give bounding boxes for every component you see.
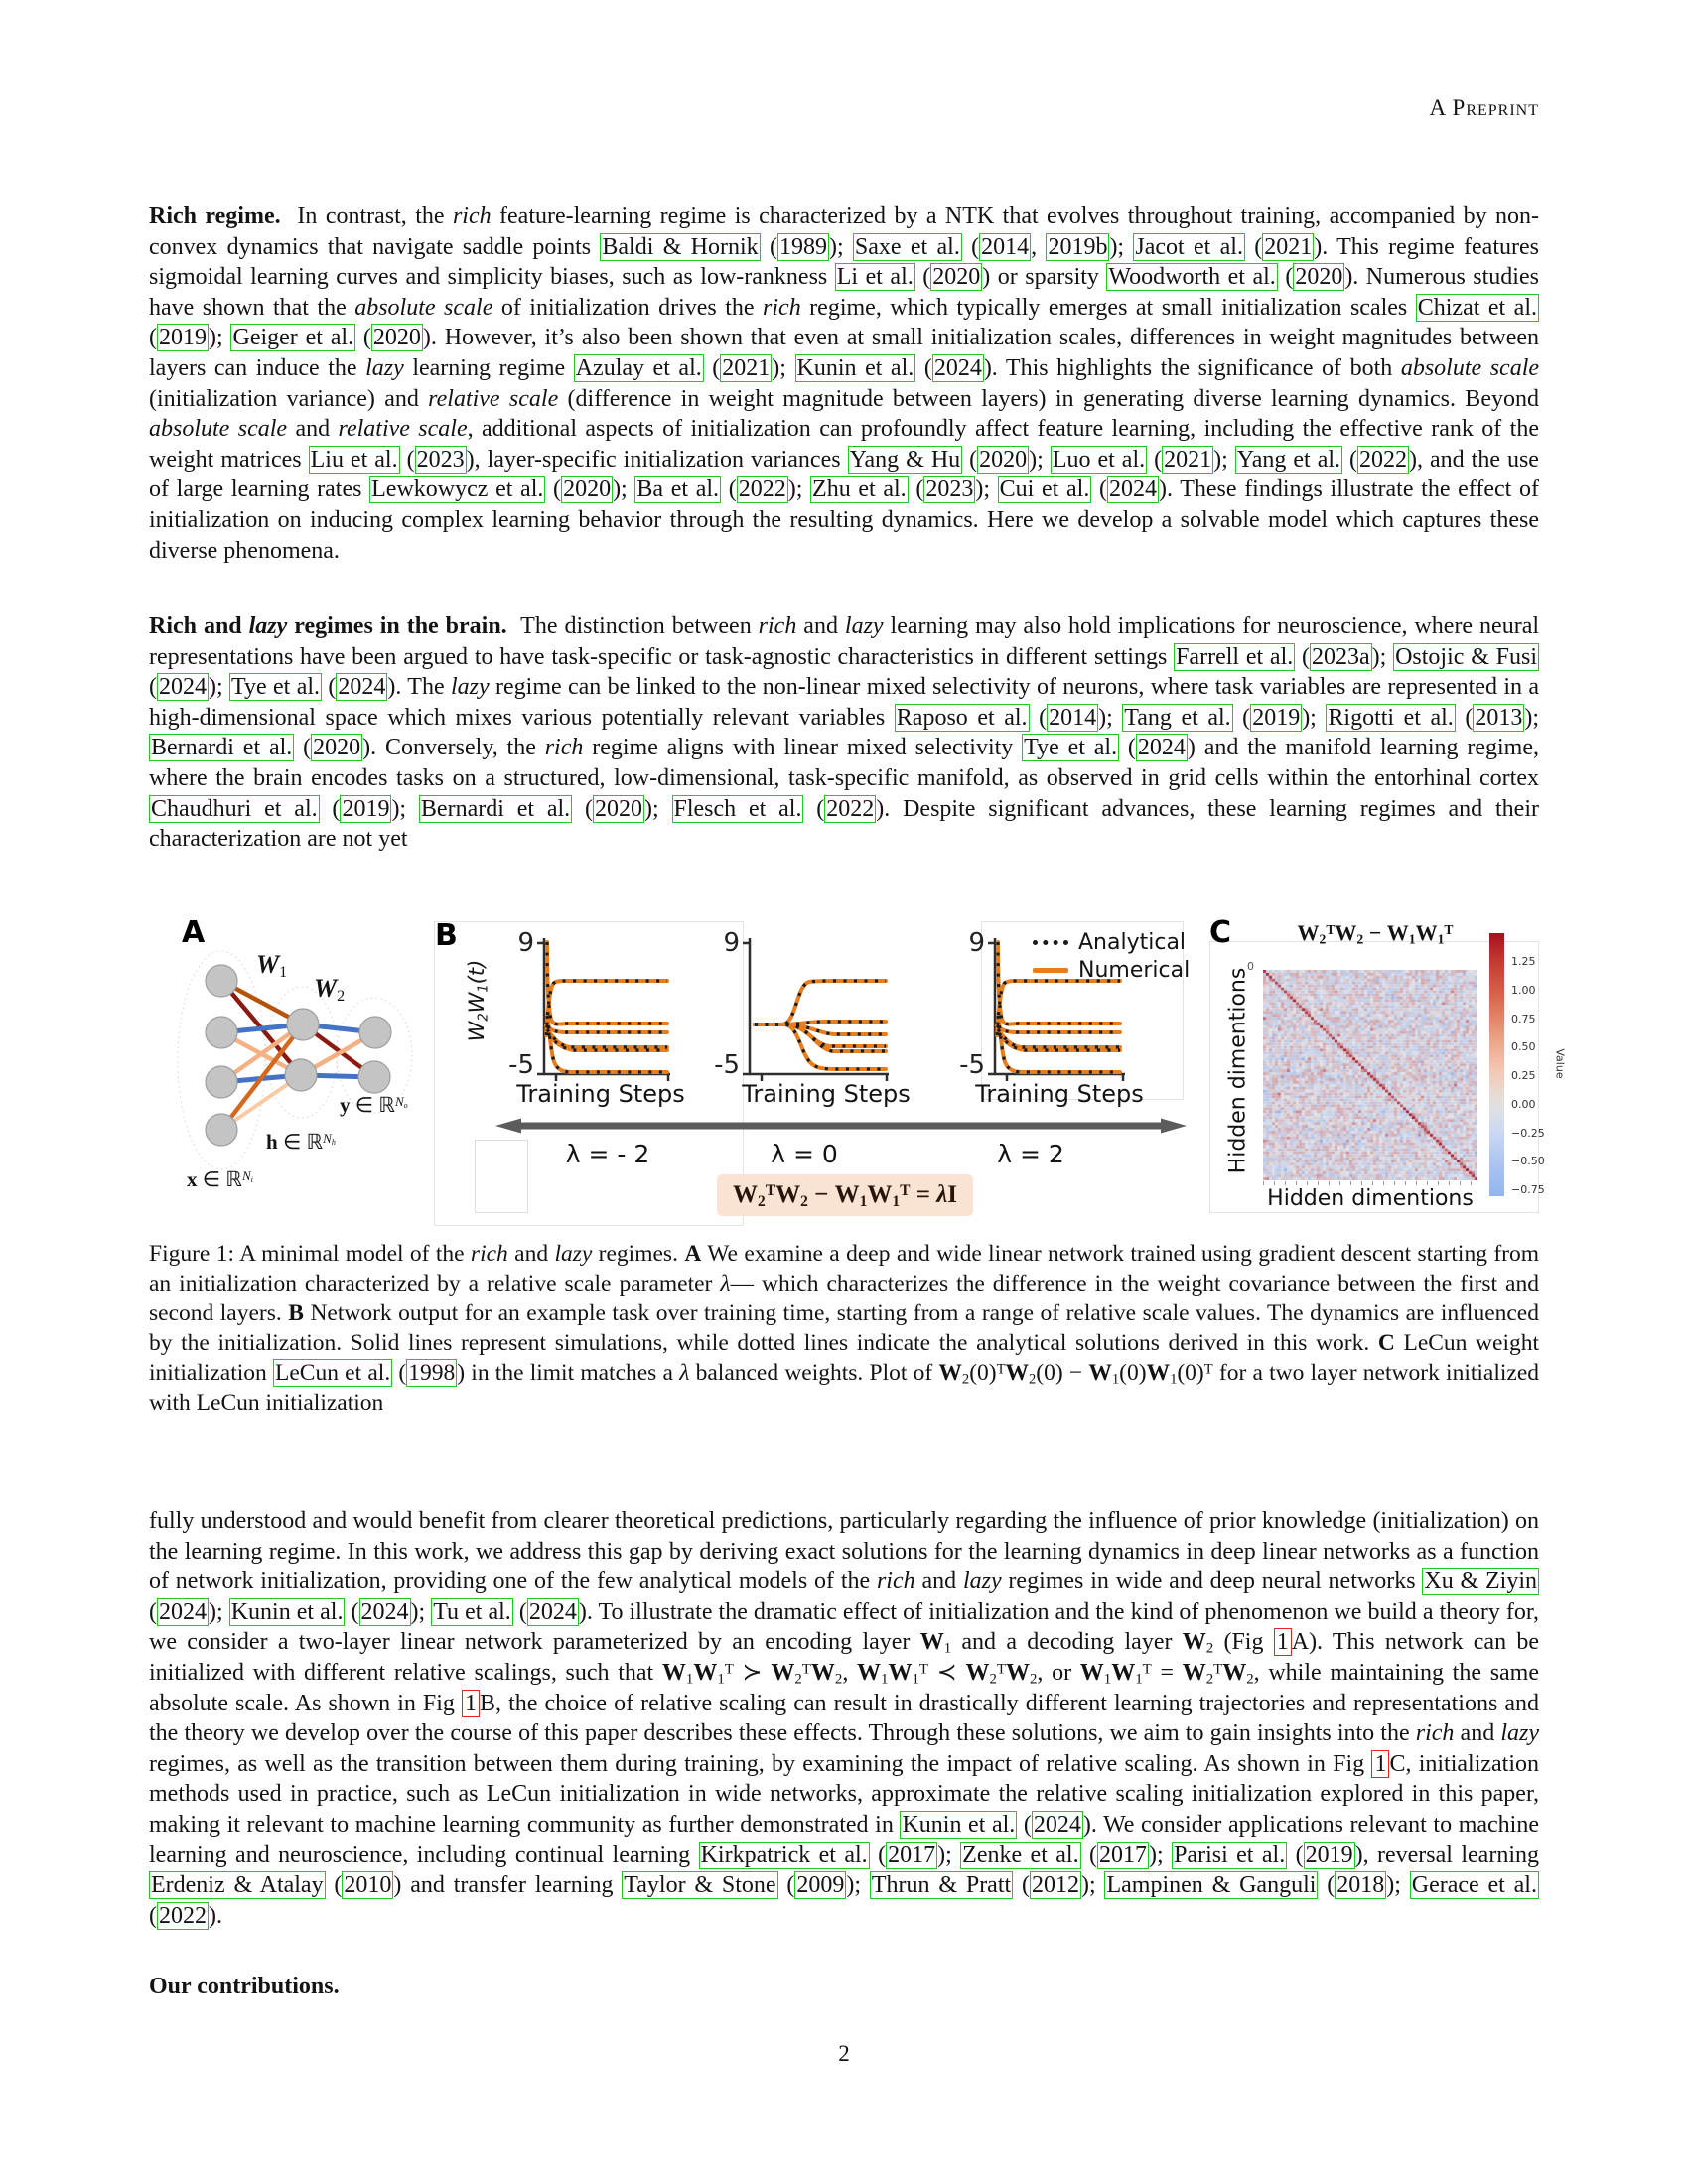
citation-link[interactable]: 2014 [981, 233, 1030, 260]
citation-link[interactable]: Yang & Hu [849, 446, 961, 473]
x-axis-label: Training Steps [742, 1080, 911, 1108]
numerical-legend-swatch [1033, 968, 1068, 973]
citation-link[interactable]: Bernardi et al. [151, 735, 293, 761]
weight-matrix-w1-label: $W_1$ [256, 950, 288, 982]
x-axis-label: Training Steps [975, 1080, 1144, 1108]
heatmap-x-ticks [1263, 1181, 1477, 1185]
citation-link[interactable]: Geiger et al. [232, 325, 354, 351]
citation-link[interactable]: Cui et al. [999, 477, 1090, 503]
colorbar-label: Value [1553, 1048, 1567, 1079]
figure-panel-frame [475, 1140, 528, 1213]
citation-link[interactable]: Kirkpatrick et al. [700, 1842, 868, 1868]
citation-link[interactable]: Saxe et al. [854, 233, 960, 260]
citation-link[interactable]: Rigotti et al. [1328, 704, 1454, 731]
citation-link[interactable]: 2020 [1295, 264, 1343, 291]
citation-link[interactable]: Kunin et al. [230, 1598, 344, 1625]
citation-link[interactable]: 2019b [1048, 233, 1108, 260]
citation-link[interactable]: Luo et al. [1052, 446, 1146, 473]
lambda-axis-arrow [493, 1117, 1189, 1135]
citation-link[interactable]: 2022 [1359, 446, 1408, 473]
citation-link[interactable]: 2023 [416, 446, 465, 473]
input-dim-label: x ∈ ℝ$^{N_i}$ [187, 1167, 253, 1191]
heatmap-corner-tick: 0 [1247, 960, 1254, 973]
citation-link[interactable]: 2021 [1164, 446, 1212, 473]
ytick-neg5: -5 [714, 1050, 740, 1080]
running-header: A Preprint [1429, 95, 1539, 120]
citation-link[interactable]: Erdeniz & Atalay [151, 1872, 324, 1899]
colorbar-tick: 0.00 [1511, 1097, 1536, 1111]
citation-link[interactable]: Lampinen & Ganguli [1106, 1872, 1317, 1899]
citation-link[interactable]: 2019 [1305, 1842, 1353, 1868]
output-dim-label: y ∈ ℝ$^{N_o}$ [340, 1093, 408, 1117]
figure-ref-link[interactable]: 1 [462, 1690, 480, 1717]
citation-link[interactable]: LeCun et al. [275, 1360, 391, 1386]
colorbar-tick: 0.50 [1511, 1040, 1536, 1054]
citation-link[interactable]: 2019 [1252, 704, 1301, 731]
citation-link[interactable]: Tu et al. [433, 1598, 511, 1625]
citation-link[interactable]: 2019 [342, 795, 390, 822]
legend-numerical-label: Numerical [1078, 958, 1191, 983]
citation-link[interactable]: Kunin et al. [902, 1811, 1016, 1838]
citation-link[interactable]: 2024 [159, 674, 207, 701]
citation-link[interactable]: Azulay et al. [575, 354, 702, 381]
lambda-left-label: λ = - 2 [565, 1140, 650, 1168]
colorbar-ticks [1511, 955, 1545, 1196]
ytick-neg5: -5 [508, 1050, 534, 1080]
citation-link[interactable]: 2020 [932, 264, 981, 291]
citation-link[interactable]: 2009 [796, 1872, 845, 1899]
citation-link[interactable]: 2024 [1137, 735, 1186, 761]
citation-link[interactable]: Kunin et al. [796, 354, 914, 381]
citation-link[interactable]: 2020 [979, 446, 1028, 473]
citation-link[interactable]: 2021 [1264, 233, 1313, 260]
balance-formula: $W_2^TW_2 - W_1W_1^T = \lambda I$ [717, 1174, 973, 1216]
lambda-right-label: λ = 2 [997, 1140, 1064, 1168]
ytick-9: 9 [968, 928, 985, 958]
figure-ref-link[interactable]: 1 [1371, 1750, 1389, 1778]
citation-link[interactable]: Gerace et al. [1411, 1872, 1537, 1899]
citation-link[interactable]: Liu et al. [310, 446, 398, 473]
weight-matrix-w2-label: $W_2$ [314, 974, 346, 1006]
ytick-9: 9 [517, 928, 534, 958]
analytical-legend-swatch [1033, 940, 1068, 945]
citation-link[interactable]: Ostojic & Fusi [1395, 643, 1537, 670]
citation-link[interactable]: 1998 [408, 1360, 456, 1386]
citation-link[interactable]: Chizat et al. [1417, 294, 1538, 321]
citation-link[interactable]: 2024 [1033, 1811, 1081, 1838]
citation-link[interactable]: Tye et al. [231, 674, 321, 701]
network-nodes [206, 965, 391, 1146]
citation-link[interactable]: 2020 [563, 477, 612, 503]
colorbar-tick: −0.25 [1511, 1126, 1545, 1140]
figure-1-caption: Figure 1: A minimal model of the rich and lazy regimes. A We examine a deep and wide linear network trained using gradient descent starting from an initialization characterized by a relative scale parameter λ— which characterizes the difference in the weight covariance between the first and second layers. B Network output for an example task over training time, starting from a range of relative scale values. The dynamics are influenced by the initialization. Solid lines represent simulations, while dotted lines indicate the analytical solutions derived in this work. C LeCun weight initialization LeCun et al. (1998) in the limit matches a λ balanced weights. Plot of $W_2(0)^TW_2(0) - W_1(0)W_1(0)^T$ for a two layer network initialized with LeCun initialization [149, 1241, 1540, 1416]
citation-link[interactable]: 2021 [722, 354, 771, 381]
ytick-neg5: -5 [959, 1050, 985, 1080]
hidden-dim-label: h ∈ ℝ$^{N_h}$ [266, 1130, 336, 1154]
citation-link[interactable]: Ba et al. [636, 477, 720, 503]
citation-link[interactable]: Yang et al. [1236, 446, 1341, 473]
citation-link[interactable]: Taylor & Stone [624, 1872, 776, 1899]
legend-analytical-label: Analytical [1078, 930, 1187, 955]
colorbar-tick: 0.25 [1511, 1069, 1536, 1082]
citation-link[interactable]: 2017 [888, 1842, 936, 1868]
citation-link[interactable]: 2020 [313, 735, 361, 761]
figure-ref-link[interactable]: 1 [1274, 1628, 1292, 1656]
citation-link[interactable]: 2022 [159, 1902, 207, 1929]
citation-link[interactable]: Zhu et al. [812, 477, 907, 503]
heatmap-canvas [1263, 970, 1477, 1180]
citation-link[interactable]: 2024 [338, 674, 386, 701]
page-number: 2 [838, 2041, 850, 2066]
citation-link[interactable]: Lewkowycz et al. [371, 477, 544, 503]
panel-b-label: B [435, 918, 458, 953]
citation-link[interactable]: Chaudhuri et al. [151, 795, 318, 822]
colorbar-tick: 0.75 [1511, 1012, 1536, 1025]
citation-link[interactable]: 2024 [159, 1598, 207, 1625]
citation-link[interactable]: Bernardi et al. [420, 795, 571, 822]
citation-link[interactable]: Zenke et al. [962, 1842, 1079, 1868]
citation-link[interactable]: 2022 [826, 795, 875, 822]
colorbar-tick: 1.00 [1511, 983, 1536, 997]
citation-link[interactable]: Jacot et al. [1135, 233, 1243, 260]
heatmap-x-label: Hidden dimentions [1267, 1186, 1474, 1211]
contributions-heading: Our contributions. [149, 1974, 340, 1999]
panel-c-label: C [1209, 915, 1232, 950]
citation-link[interactable]: Parisi et al. [1174, 1842, 1286, 1868]
colorbar-tick: −0.75 [1511, 1183, 1545, 1196]
citation-link[interactable]: Raposo et al. [896, 704, 1028, 731]
citation-link[interactable]: Xu & Ziyin [1424, 1569, 1538, 1595]
citation-link[interactable]: 2024 [933, 354, 982, 381]
citation-link[interactable]: 2019 [159, 325, 207, 351]
colorbar-tick: −0.50 [1511, 1155, 1545, 1168]
paragraph-rich-regime: Rich regime. In contrast, the rich feature-learning regime is characterized by a NTK that evolves throughout training, accompanied by non-convex dynamics that navigate saddle points Baldi & Hornik (1989); Saxe et al. (2014, 2019b); Jacot et al. (2021). This regime features sigmoidal learning curves and simplicity biases, such as low-rankness Li et al. (2020) or sparsity Woodworth et al. (2020). Numerous studies have shown that the absolute scale of initialization drives the rich regime, which typically emerges at small initialization scales Chizat et al. (2019); Geiger et al. (2020). However, it’s also been shown that even at small initialization scales, differences in weight magnitudes between layers can induce the lazy learning regime Azulay et al. (2021); Kunin et al. (2024). This highlights the significance of both absolute scale (initialization variance) and relative scale (difference in weight magnitude between layers) in generating diverse learning dynamics. Beyond absolute scale and relative scale, additional aspects of initialization can profoundly affect feature learning, including the effective rank of the weight matrices Liu et al. (2023), layer-specific initialization variances Yang & Hu (2020); Luo et al. (2021); Yang et al. (2022), and the use of large learning rates Lewkowycz et al. (2020); Ba et al. (2022); Zhu et al. (2023); Cui et al. (2024). These findings illustrate the effect of initialization on inducing complex learning behavior through the resulting dynamics. Here we develop a solvable model which captures these diverse phenomena. [149, 204, 1540, 564]
y-axis-label: $W_2W_1(t)$ [465, 959, 492, 1042]
citation-link[interactable]: 2018 [1336, 1872, 1385, 1899]
citation-link[interactable]: Thrun & Pratt [871, 1872, 1012, 1899]
lambda-mid-label: λ = 0 [771, 1140, 838, 1168]
citation-link[interactable]: Tye et al. [1024, 735, 1118, 761]
x-axis-label: Training Steps [516, 1080, 685, 1108]
citation-link[interactable]: 2022 [738, 477, 786, 503]
paragraph-rich-lazy-brain: Rich and lazy regimes in the brain. The distinction between rich and lazy learning may also hold implications for neuroscience, where neural representations have been argued to have task-specific or task-agnostic characteristics in different settings Farrell et al. (2023a); Ostojic & Fusi (2024); Tye et al. (2024). The lazy regime can be linked to the non-linear mixed selectivity of neurons, where task variables are represented in a high-dimensional space which mixes various potentially relevant variables Raposo et al. (2014); Tang et al. (2019); Rigotti et al. (2013); Bernardi et al. (2020). Conversely, the rich regime aligns with linear mixed selectivity Tye et al. (2024) and the manifold learning regime, where the brain encodes tasks on a structured, low-dimensional, task-specific manifold, as observed in grid cells within the entorhinal cortex Chaudhuri et al. (2019); Bernardi et al. (2020); Flesch et al. (2022). Despite significant advances, these learning regimes and their characterization are not yet [149, 614, 1540, 853]
colorbar [1489, 933, 1504, 1196]
citation-link[interactable]: Farrell et al. [1176, 643, 1294, 670]
ytick-9: 9 [723, 928, 740, 958]
citation-link[interactable]: 2023 [925, 477, 974, 503]
citation-link[interactable]: 2013 [1475, 704, 1523, 731]
citation-link[interactable]: 2014 [1049, 704, 1097, 731]
citation-link[interactable]: 2017 [1099, 1842, 1147, 1868]
citation-link[interactable]: Baldi & Hornik [602, 233, 759, 260]
panel-a-label: A [182, 915, 206, 950]
citation-link[interactable]: Flesch et al. [673, 795, 802, 822]
citation-link[interactable]: Tang et al. [1124, 704, 1231, 731]
citation-link[interactable]: 2010 [344, 1872, 392, 1899]
colorbar-tick: 1.25 [1511, 955, 1536, 968]
citation-link[interactable]: Li et al. [836, 264, 914, 291]
heatmap-y-label: Hidden dimentions [1225, 967, 1251, 1174]
citation-link[interactable]: 2020 [595, 795, 643, 822]
citation-link[interactable]: 2020 [372, 325, 421, 351]
plot-legend [1033, 930, 1190, 983]
citation-link[interactable]: 2012 [1032, 1872, 1079, 1899]
citation-link[interactable]: 2024 [360, 1598, 409, 1625]
paragraph-contributions-intro: fully understood and would benefit from clearer theoretical predictions, particularly regarding the influence of prior knowledge (initialization) on the learning regime. In this work, we address this gap by deriving exact solutions for the learning dynamics in deep linear networks as a function of network initialization, providing one of the few analytical models of the rich and lazy regimes in wide and deep neural networks Xu & Ziyin (2024); Kunin et al. (2024); Tu et al. (2024). To illustrate the dramatic effect of initialization and the kind of phenomenon we build a theory for, we consider a two-layer linear network parameterized by an encoding layer $W_1$ and a decoding layer $W_2$ (Fig 1 A). This network can be initialized with different relative scalings, such that $W_1W_1^T$ ≻ $W_2^TW_2$, $W_1W_1^T$ ≺ $W_2^TW_2$, or $W_1W_1^T = W_2^TW_2$, while maintaining the same absolute scale. As shown in Fig 1 B, the choice of relative scaling can result in drastically different learning trajectories and representations and the theory we develop over the course of this paper describes these effects. Through these solutions, we aim to gain insights into the rich and lazy regimes, as well as the transition between them during training, by examining the impact of relative scaling. As shown in Fig 1 C, initialization methods used in practice, such as LeCun initialization in wide networks, approximate the relative scaling initialization explored in this paper, making it relevant to machine learning community as further demonstrated in Kunin et al. (2024). We consider applications relevant to machine learning and neuroscience, including continual learning Kirkpatrick et al. (2017); Zenke et al. (2017); Parisi et al. (2019), reversal learning Erdeniz & Atalay (2010) and transfer learning Taylor & Stone (2009); Thrun & Pratt (2012); Lampinen & Ganguli (2018); Gerace et al. (2022). [149, 1508, 1540, 1929]
citation-link[interactable]: 1989 [778, 233, 827, 260]
citation-link[interactable]: 2023a [1312, 643, 1370, 670]
heatmap-title: $W_2^TW_2 - W_1W_1^T$ [1297, 920, 1454, 947]
figure-1 [139, 888, 1567, 1246]
citation-link[interactable]: Woodworth et al. [1108, 264, 1276, 291]
citation-link[interactable]: 2024 [1109, 477, 1157, 503]
citation-link[interactable]: 2024 [528, 1598, 577, 1625]
